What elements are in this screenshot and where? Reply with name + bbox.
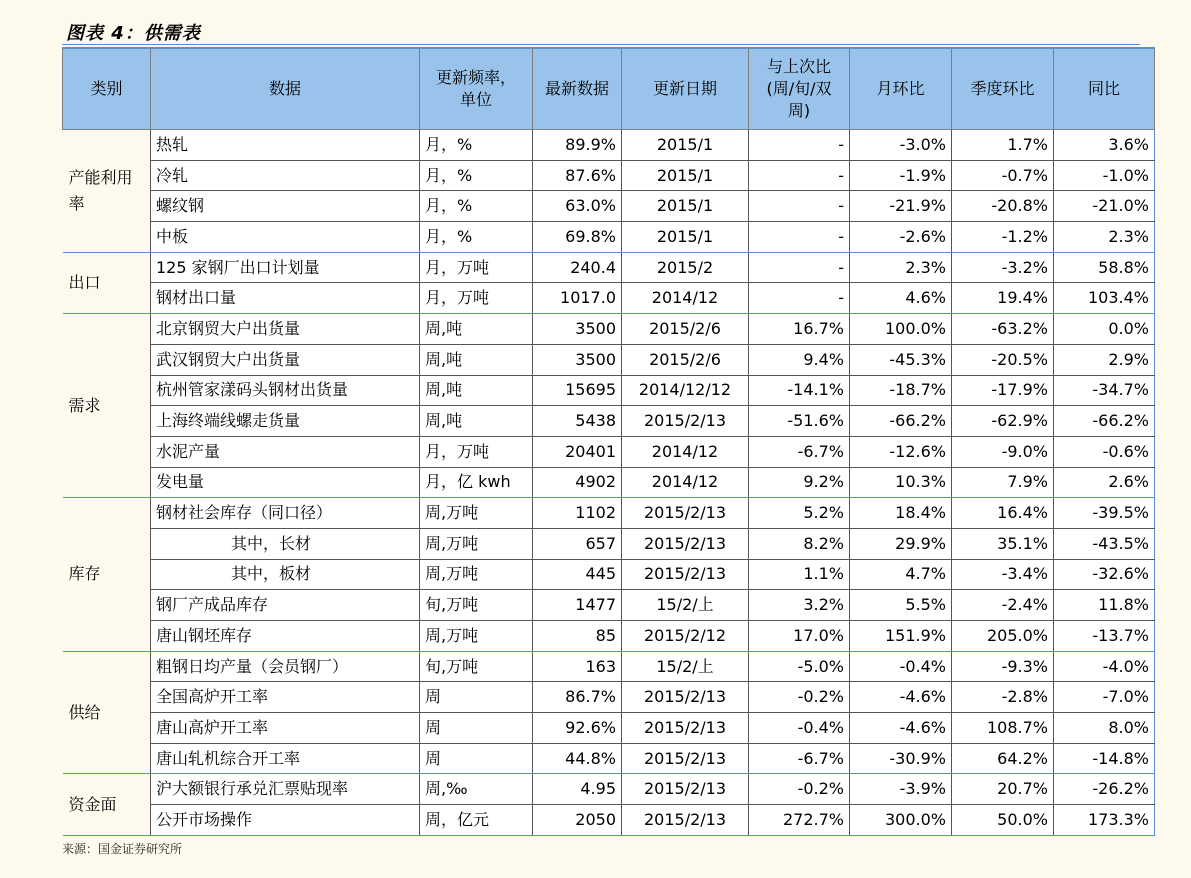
row-yoy: -66.2% [1054,406,1155,437]
header-freq-unit [420,48,533,130]
row-mom: 100.0% [850,314,952,345]
row-qoq: 19.4% [952,283,1054,314]
row-latest: 87.6% [533,160,622,191]
row-unit: 月，万吨 [420,283,533,314]
table-row [63,252,1155,283]
row-name: 钢材社会库存（同口径） [151,498,420,529]
row-latest: 86.7% [533,682,622,713]
row-unit: 月，万吨 [420,252,533,283]
table-row [63,713,1155,744]
row-latest: 4902 [533,467,622,498]
row-qoq: 7.9% [952,467,1054,498]
row-qoq: -3.2% [952,252,1054,283]
row-vs-prev: - [749,160,850,191]
row-unit: 周,吨 [420,314,533,345]
header-qoq: 季度环比 [952,48,1054,130]
row-name: 发电量 [151,467,420,498]
row-qoq: 205.0% [952,621,1054,652]
row-mom: -66.2% [850,406,952,437]
row-date: 2015/2/12 [622,621,749,652]
row-latest: 163 [533,651,622,682]
row-unit: 周,‰ [420,774,533,805]
header-freq-unit-line1: 更新频率， [435,68,516,87]
row-yoy: -14.8% [1054,743,1155,774]
row-unit: 月，% [420,160,533,191]
row-date: 2015/2 [622,252,749,283]
header-category: 类别 [63,48,151,130]
row-name: 武汉钢贸大户出货量 [151,344,420,375]
row-qoq: 20.7% [952,774,1054,805]
row-name: 其中，板材 [151,559,420,590]
row-mom: -18.7% [850,375,952,406]
row-vs-prev: -6.7% [749,743,850,774]
row-latest: 240.4 [533,252,622,283]
table-row [63,559,1155,590]
row-date: 2015/2/6 [622,344,749,375]
row-latest: 657 [533,528,622,559]
header-vs-prev-line2: (周/旬/双 [766,79,832,98]
row-qoq: -9.0% [952,436,1054,467]
row-latest: 445 [533,559,622,590]
row-yoy: 11.8% [1054,590,1155,621]
row-unit: 周 [420,713,533,744]
row-yoy: 58.8% [1054,252,1155,283]
row-yoy: 173.3% [1054,805,1155,836]
table-row [63,621,1155,652]
row-name: 唐山高炉开工率 [151,713,420,744]
header-vs-prev-line3: 周) [787,101,811,120]
row-mom: -4.6% [850,713,952,744]
row-qoq: -2.8% [952,682,1054,713]
row-vs-prev: - [749,283,850,314]
row-mom: -45.3% [850,344,952,375]
row-date: 15/2/上 [622,651,749,682]
row-name: 水泥产量 [151,436,420,467]
table-row [63,406,1155,437]
row-name: 冷轧 [151,160,420,191]
row-mom: -3.0% [850,130,952,161]
row-date: 2015/1 [622,130,749,161]
row-unit: 周,万吨 [420,559,533,590]
row-qoq: 1.7% [952,130,1054,161]
row-vs-prev: 9.4% [749,344,850,375]
row-mom: 300.0% [850,805,952,836]
header-yoy: 同比 [1054,48,1155,130]
row-mom: 4.6% [850,283,952,314]
header-update-date: 更新日期 [622,48,749,130]
row-vs-prev: - [749,191,850,222]
row-date: 2015/1 [622,191,749,222]
row-yoy: -13.7% [1054,621,1155,652]
row-latest: 1477 [533,590,622,621]
table-row [63,314,1155,345]
row-qoq: 64.2% [952,743,1054,774]
row-mom: 2.3% [850,252,952,283]
row-name: 唐山轧机综合开工率 [151,743,420,774]
row-date: 2015/2/13 [622,559,749,590]
table-row [63,283,1155,314]
row-yoy: -1.0% [1054,160,1155,191]
row-name: 中板 [151,222,420,253]
row-date: 2015/2/13 [622,528,749,559]
row-yoy: -39.5% [1054,498,1155,529]
row-qoq: -1.2% [952,222,1054,253]
row-date: 2015/2/13 [622,774,749,805]
row-vs-prev: -0.4% [749,713,850,744]
row-qoq: 50.0% [952,805,1054,836]
row-vs-prev: -14.1% [749,375,850,406]
row-latest: 5438 [533,406,622,437]
row-vs-prev: 16.7% [749,314,850,345]
row-mom: 151.9% [850,621,952,652]
row-latest: 20401 [533,436,622,467]
row-name: 北京钢贸大户出货量 [151,314,420,345]
row-mom: -2.6% [850,222,952,253]
row-date: 2015/1 [622,222,749,253]
row-vs-prev: 9.2% [749,467,850,498]
row-yoy: -21.0% [1054,191,1155,222]
row-qoq: 108.7% [952,713,1054,744]
row-vs-prev: -0.2% [749,682,850,713]
row-date: 2015/1 [622,160,749,191]
row-name: 杭州管家漾码头钢材出货量 [151,375,420,406]
row-mom: -0.4% [850,651,952,682]
row-unit: 月，亿 kwh [420,467,533,498]
row-date: 2014/12 [622,436,749,467]
row-name: 上海终端线螺走货量 [151,406,420,437]
table-row [63,805,1155,836]
row-unit: 周，亿元 [420,805,533,836]
row-date: 2015/2/13 [622,743,749,774]
row-latest: 4.95 [533,774,622,805]
row-yoy: -0.6% [1054,436,1155,467]
table-row [63,682,1155,713]
row-unit: 周,万吨 [420,528,533,559]
row-yoy: 103.4% [1054,283,1155,314]
row-date: 15/2/上 [622,590,749,621]
table-body [63,130,1155,836]
row-qoq: -9.3% [952,651,1054,682]
row-date: 2015/2/13 [622,498,749,529]
row-unit: 月，% [420,191,533,222]
row-date: 2015/2/13 [622,682,749,713]
row-latest: 85 [533,621,622,652]
table-row [63,130,1155,161]
table-row [63,344,1155,375]
table-row [63,436,1155,467]
row-vs-prev: 1.1% [749,559,850,590]
row-latest: 2050 [533,805,622,836]
row-qoq: -63.2% [952,314,1054,345]
row-mom: 5.5% [850,590,952,621]
row-unit: 周,吨 [420,406,533,437]
category-cell: 库存 [63,498,151,651]
row-vs-prev: 3.2% [749,590,850,621]
row-vs-prev: -6.7% [749,436,850,467]
row-mom: 18.4% [850,498,952,529]
row-latest: 44.8% [533,743,622,774]
row-name: 螺纹钢 [151,191,420,222]
category-cell: 出口 [63,252,151,313]
row-vs-prev: 272.7% [749,805,850,836]
header-latest: 最新数据 [533,48,622,130]
row-qoq: 35.1% [952,528,1054,559]
row-name: 热轧 [151,130,420,161]
row-vs-prev: -5.0% [749,651,850,682]
row-name: 其中，长材 [151,528,420,559]
table-row [63,528,1155,559]
row-unit: 周 [420,682,533,713]
row-mom: -21.9% [850,191,952,222]
row-date: 2014/12 [622,467,749,498]
table-row [63,375,1155,406]
row-name: 125 家钢厂出口计划量 [151,252,420,283]
source-note: 来源：国金证券研究所 [62,842,183,856]
row-qoq: -20.5% [952,344,1054,375]
row-unit: 月，% [420,222,533,253]
row-mom: 4.7% [850,559,952,590]
row-mom: -3.9% [850,774,952,805]
row-mom: -30.9% [850,743,952,774]
row-vs-prev: 5.2% [749,498,850,529]
row-yoy: 2.9% [1054,344,1155,375]
row-qoq: -62.9% [952,406,1054,437]
row-vs-prev: -0.2% [749,774,850,805]
table-row [63,222,1155,253]
table-row [63,774,1155,805]
row-yoy: -26.2% [1054,774,1155,805]
row-yoy: 2.6% [1054,467,1155,498]
row-qoq: -2.4% [952,590,1054,621]
row-unit: 周,吨 [420,375,533,406]
row-name: 钢材出口量 [151,283,420,314]
row-qoq: -3.4% [952,559,1054,590]
table-row [63,191,1155,222]
chart-title: 图表 4：供需表 [66,23,201,44]
row-latest: 3500 [533,344,622,375]
table-row [63,590,1155,621]
header-freq-unit-line2: 单位 [459,90,492,109]
row-vs-prev: - [749,252,850,283]
header-data: 数据 [151,48,420,130]
row-name: 公开市场操作 [151,805,420,836]
row-latest: 89.9% [533,130,622,161]
row-date: 2015/2/6 [622,314,749,345]
row-date: 2014/12/12 [622,375,749,406]
supply-demand-table [62,47,1155,836]
row-date: 2015/2/13 [622,805,749,836]
row-unit: 月，万吨 [420,436,533,467]
row-yoy: 0.0% [1054,314,1155,345]
category-cell: 供给 [63,651,151,774]
row-vs-prev: - [749,130,850,161]
table-row [63,498,1155,529]
row-date: 2014/12 [622,283,749,314]
row-unit: 周,万吨 [420,621,533,652]
row-unit: 月，% [420,130,533,161]
row-name: 唐山钢坯库存 [151,621,420,652]
row-vs-prev: 8.2% [749,528,850,559]
row-vs-prev: - [749,222,850,253]
row-yoy: 2.3% [1054,222,1155,253]
header-mom: 月环比 [850,48,952,130]
row-latest: 3500 [533,314,622,345]
category-cell: 产能利用率 [63,130,151,253]
row-yoy: -32.6% [1054,559,1155,590]
row-yoy: 3.6% [1054,130,1155,161]
row-yoy: -34.7% [1054,375,1155,406]
category-cell: 资金面 [63,774,151,835]
row-name: 全国高炉开工率 [151,682,420,713]
row-name: 沪大额银行承兑汇票贴现率 [151,774,420,805]
title-bar [62,16,1140,45]
row-unit: 周,吨 [420,344,533,375]
row-unit: 周 [420,743,533,774]
table-row [63,743,1155,774]
row-latest: 1017.0 [533,283,622,314]
row-qoq: -0.7% [952,160,1054,191]
table-row [63,160,1155,191]
row-unit: 旬,万吨 [420,651,533,682]
row-latest: 63.0% [533,191,622,222]
row-date: 2015/2/13 [622,713,749,744]
row-name: 粗钢日均产量（会员钢厂） [151,651,420,682]
header-vs-prev-line1: 与上次比 [766,57,831,76]
row-qoq: -17.9% [952,375,1054,406]
row-latest: 69.8% [533,222,622,253]
row-qoq: -20.8% [952,191,1054,222]
row-name: 钢厂产成品库存 [151,590,420,621]
row-yoy: -4.0% [1054,651,1155,682]
row-mom: 10.3% [850,467,952,498]
row-vs-prev: -51.6% [749,406,850,437]
table-row [63,467,1155,498]
row-yoy: -43.5% [1054,528,1155,559]
row-vs-prev: 17.0% [749,621,850,652]
row-yoy: 8.0% [1054,713,1155,744]
row-qoq: 16.4% [952,498,1054,529]
row-unit: 周,万吨 [420,498,533,529]
row-mom: 29.9% [850,528,952,559]
row-mom: -1.9% [850,160,952,191]
category-cell: 需求 [63,314,151,498]
row-latest: 1102 [533,498,622,529]
row-mom: -12.6% [850,436,952,467]
row-mom: -4.6% [850,682,952,713]
row-yoy: -7.0% [1054,682,1155,713]
header-vs-prev [749,48,850,130]
row-latest: 15695 [533,375,622,406]
table-row [63,651,1155,682]
row-latest: 92.6% [533,713,622,744]
row-unit: 旬,万吨 [420,590,533,621]
row-date: 2015/2/13 [622,406,749,437]
header-row [63,48,1155,130]
